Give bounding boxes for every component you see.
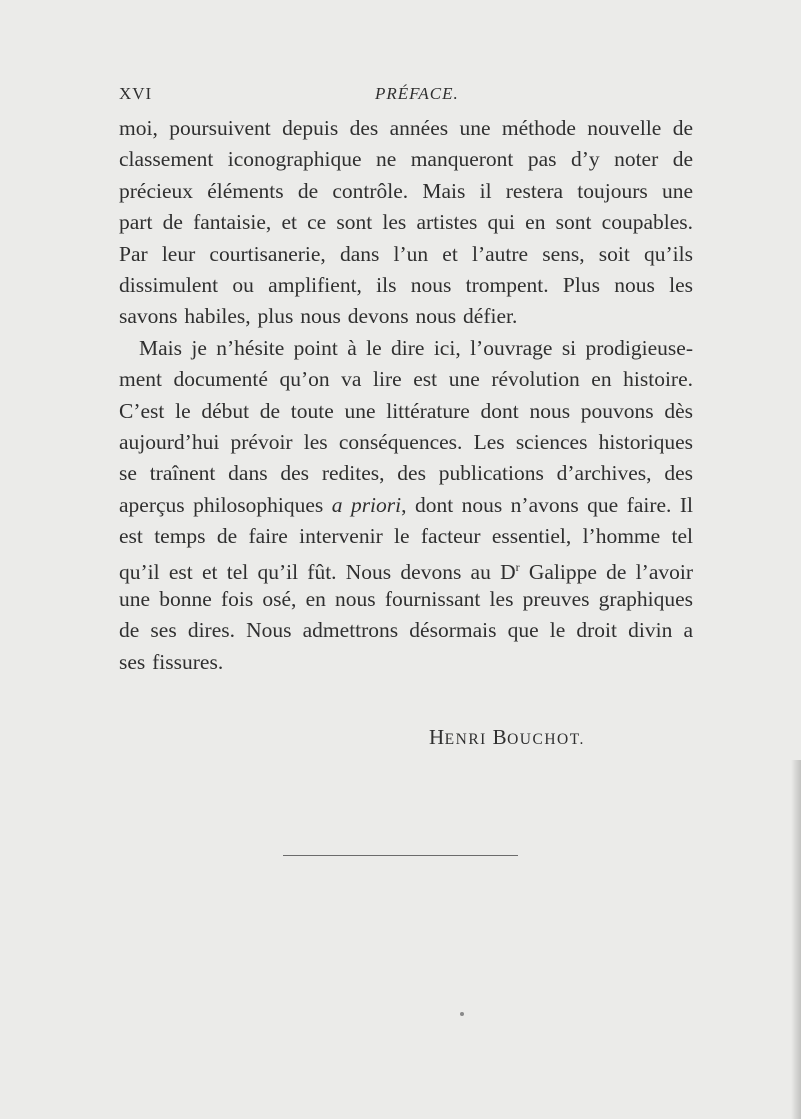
page-edge-shadow: [791, 760, 801, 1119]
text-line: se traînent dans des redites, des publications d’archives, des: [119, 461, 693, 486]
text-line: aujourd’hui prévoir les conséquences. Les sciences historiques: [119, 429, 693, 454]
end-rule-divider: [283, 855, 518, 856]
text-segment: qu’il est et tel qu’il fût. Nous devons au D: [119, 560, 516, 585]
text-line: précieux éléments de contrôle. Mais il restera toujours une: [119, 178, 693, 203]
text-line: dissimulent ou amplifient, ils nous trompent. Plus nous les: [119, 272, 693, 297]
text-line: de ses dires. Nous admettrons désormais que le droit divin a: [119, 618, 693, 643]
signature-first-initial: H: [429, 725, 445, 749]
italic-phrase: a priori: [331, 492, 402, 517]
running-head: PRÉFACE.: [375, 84, 459, 103]
preface-body: [119, 113, 693, 678]
text-segment: Galippe de l’avoir: [519, 560, 693, 585]
text-line-composite: [119, 552, 693, 583]
text-segment: aperçus philosophiques: [119, 492, 332, 517]
text-line-composite: [119, 490, 693, 521]
signature-last-rest: OUCHOT.: [507, 731, 585, 748]
text-line: ses fissures.: [119, 649, 224, 674]
text-line: une bonne fois osé, en nous fournissant les preuves graphiques: [119, 586, 693, 611]
text-segment: , dont nous n’avons que faire. Il: [401, 492, 693, 517]
text-line: ment documenté qu’on va lire est une révolution en histoire.: [119, 367, 693, 392]
author-signature: [429, 725, 585, 750]
signature-last-initial: B: [492, 725, 508, 749]
text-line: Mais je n’hésite point à le dire ici, l’ouvrage si prodigieuse-: [139, 335, 693, 360]
text-line: C’est le début de toute une littérature dont nous pouvons dès: [119, 398, 693, 423]
text-line: moi, poursuivent depuis des années une méthode nouvelle de: [119, 116, 693, 140]
signature-first-rest: ENRI: [444, 731, 487, 748]
page-header: [119, 84, 699, 108]
doctor-superscript: r: [515, 560, 520, 575]
text-line: savons habiles, plus nous devons nous défier.: [119, 304, 518, 329]
page-number: XVI: [119, 84, 153, 103]
paper-speck: [460, 1012, 464, 1016]
text-line: Par leur courtisanerie, dans l’un et l’autre sens, soit qu’ils: [119, 241, 693, 266]
text-line: part de fantaisie, et ce sont les artistes qui en sont coupables.: [119, 210, 693, 235]
text-line: classement iconographique ne manqueront pas d’y noter de: [119, 147, 693, 172]
text-line: est temps de faire intervenir le facteur essentiel, l’homme tel: [119, 524, 693, 549]
